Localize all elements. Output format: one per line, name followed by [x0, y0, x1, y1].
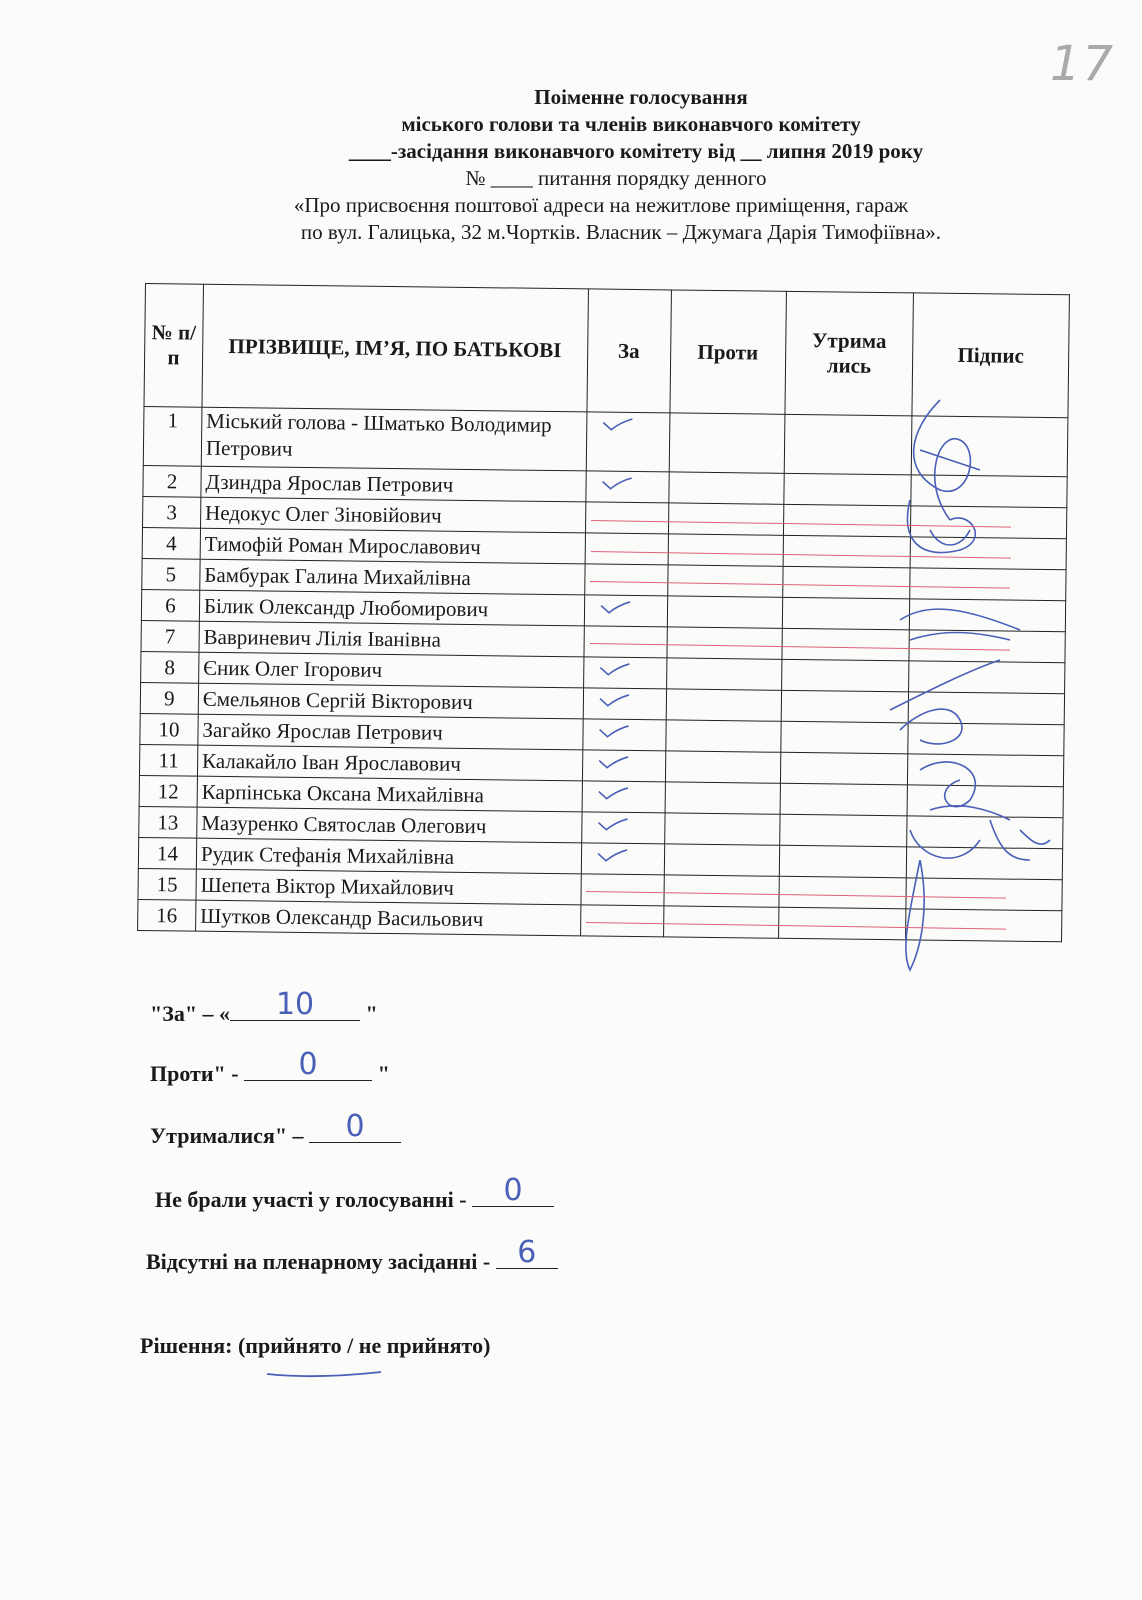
checkmark-icon	[599, 600, 631, 616]
title-line-4: № ____ питання порядку денного	[465, 166, 767, 190]
summary-abstained: Утрималися" – 0	[150, 1112, 401, 1149]
row-against-cell	[663, 906, 779, 938]
checkmark-icon	[596, 817, 628, 833]
title-line-1: Поіменне голосування	[534, 85, 748, 109]
summary-absent: Відсутні на пленарному засіданні - 6	[146, 1238, 558, 1275]
title-line-2: міського голови та членів виконавчого комітету	[401, 112, 861, 136]
abstained-count: 0	[345, 1109, 365, 1144]
checkmark-icon	[598, 662, 630, 678]
row-number: 2	[143, 465, 201, 497]
row-name: Недокус Олег Зіновійович	[200, 497, 585, 533]
row-number: 9	[140, 682, 198, 714]
row-number: 1	[143, 406, 202, 466]
row-number: 11	[139, 744, 197, 776]
header-name: ПРІЗВИЩЕ, ІМ’Я, ПО БАТЬКОВІ	[202, 284, 588, 412]
header-number: № п/п	[144, 284, 203, 408]
decision-line: Рішення: (прийнято / не прийнято)	[140, 1333, 491, 1358]
absent-count: 6	[517, 1235, 537, 1270]
row-against-cell	[669, 413, 785, 473]
not-participated-count: 0	[503, 1173, 523, 1208]
row-against-cell	[667, 565, 783, 597]
row-against-cell	[668, 534, 784, 566]
row-against-cell	[667, 596, 783, 628]
row-for-cell	[585, 533, 668, 565]
row-name: Шепета Віктор Михайлович	[196, 869, 581, 905]
checkmark-icon	[597, 693, 629, 709]
row-number: 12	[139, 775, 197, 807]
title-line-5: «Про присвоєння поштової адреси на нежитлове приміщення, гараж	[293, 193, 909, 217]
row-for-cell	[581, 812, 664, 844]
checkmark-icon	[595, 848, 627, 864]
row-against-cell	[663, 875, 779, 907]
row-against-cell	[668, 472, 784, 504]
row-number: 3	[143, 496, 201, 528]
row-for-cell	[584, 564, 667, 596]
row-for-cell	[584, 626, 667, 658]
row-for-cell	[586, 412, 670, 472]
summary-for: "За" – « 10 "	[150, 987, 378, 1026]
row-for-cell	[580, 905, 663, 937]
row-name: Шутков Олександр Васильович	[196, 900, 581, 936]
row-against-cell	[665, 751, 781, 783]
row-for-cell	[582, 750, 665, 782]
checkmark-icon	[597, 724, 629, 740]
row-name: Тимофій Роман Мирославович	[200, 528, 585, 564]
row-name: Міський голова - Шматько Володимир Петрович	[201, 407, 586, 471]
row-number: 15	[138, 868, 196, 900]
row-name: Білик Олександр Любомирович	[199, 590, 584, 626]
row-against-cell	[664, 844, 780, 876]
header-for: За	[587, 289, 671, 413]
row-number: 6	[141, 589, 199, 621]
row-against-cell	[664, 813, 780, 845]
row-against-cell	[668, 503, 784, 535]
row-number: 10	[140, 713, 198, 745]
row-for-cell	[584, 595, 667, 627]
summary-not-participated: Не брали участі у голосуванні - 0	[155, 1176, 554, 1213]
checkmark-icon	[597, 755, 629, 771]
title-line-3: ____-засідання виконавчого комітету від __ липня 2019 року	[348, 139, 924, 163]
row-for-cell	[580, 874, 663, 906]
row-against-cell	[666, 658, 782, 690]
row-number: 4	[142, 527, 200, 559]
decision-label: Рішення:	[140, 1333, 233, 1358]
decision-accepted: прийнято	[245, 1333, 342, 1358]
row-number: 14	[138, 837, 196, 869]
row-for-cell	[583, 688, 666, 720]
checkmark-icon	[596, 786, 628, 802]
row-against-cell	[665, 782, 781, 814]
title-line-6: по вул. Галицька, 32 м.Чортків. Власник – Джумага Дарія Тимофіївна».	[300, 220, 942, 244]
checkmark-icon	[600, 476, 632, 492]
page-number: 17	[1050, 36, 1116, 92]
for-count: 10	[275, 987, 315, 1022]
row-number: 7	[141, 620, 199, 652]
row-name: Вавриневич Лілія Іванівна	[199, 621, 584, 657]
row-name: Бамбурак Галина Михайлівна	[200, 559, 585, 595]
summary-against: Проти" - 0 "	[150, 1047, 390, 1086]
decision-underline	[265, 1368, 385, 1380]
row-for-cell	[581, 843, 664, 875]
row-name: Мазуренко Святослав Олегович	[197, 807, 582, 843]
row-for-cell	[582, 781, 665, 813]
row-name: Рудик Стефанія Михайлівна	[196, 838, 581, 874]
header-abstained: Утрима лись	[785, 291, 914, 416]
row-name: Ємельянов Сергій Вікторович	[198, 683, 583, 719]
row-against-cell	[665, 720, 781, 752]
row-against-cell	[666, 627, 782, 659]
row-name: Єник Олег Ігорович	[199, 652, 584, 688]
row-against-cell	[666, 689, 782, 721]
row-number: 16	[138, 899, 196, 931]
header-against: Проти	[669, 290, 786, 414]
row-for-cell	[582, 719, 665, 751]
row-for-cell	[585, 502, 668, 534]
against-count: 0	[298, 1047, 318, 1082]
checkmark-icon	[601, 417, 633, 433]
row-for-cell	[585, 471, 668, 503]
document-header	[0, 84, 1142, 246]
row-name: Дзиндра Ярослав Петрович	[201, 466, 586, 502]
signatures-scribble	[880, 390, 1080, 990]
header-signature: Підпис	[912, 293, 1069, 418]
row-number: 13	[139, 806, 197, 838]
row-name: Карпінська Оксана Михайлівна	[197, 776, 582, 812]
row-number: 5	[142, 558, 200, 590]
row-name: Загайко Ярослав Петрович	[198, 714, 583, 750]
row-for-cell	[583, 657, 666, 689]
row-name: Калакайло Іван Ярославович	[197, 745, 582, 781]
row-number: 8	[141, 651, 199, 683]
